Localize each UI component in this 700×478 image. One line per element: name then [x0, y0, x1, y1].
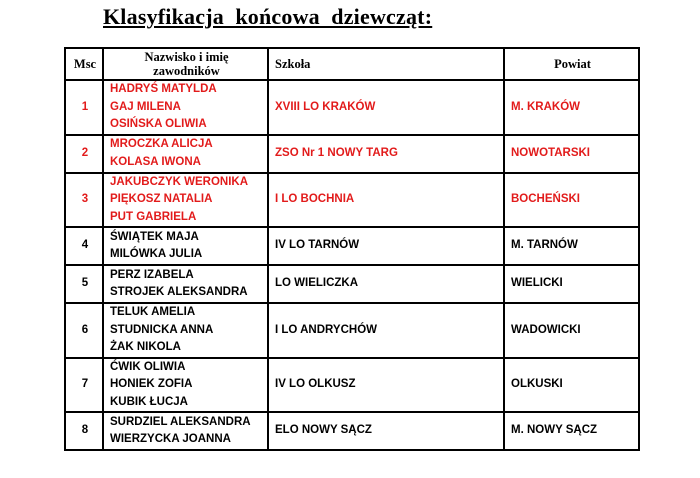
competitor-name: GAJ MILENA	[110, 100, 181, 113]
competitor-name: KOLASA IWONA	[110, 155, 201, 168]
place-cell: 2	[65, 135, 103, 173]
school-cell: ZSO Nr 1 NOWY TARG	[268, 135, 504, 173]
competitors-cell	[103, 227, 268, 265]
results-body	[65, 80, 639, 450]
header-county: Powiat	[504, 48, 639, 80]
competitor-name: PIĘKOSZ NATALIA	[110, 193, 213, 205]
place-cell: 4	[65, 227, 103, 265]
place-cell: 6	[65, 303, 103, 358]
place-cell: 5	[65, 265, 103, 303]
competitor-name: MILÓWKA JULIA	[110, 248, 203, 260]
table-row	[65, 358, 639, 413]
header-names-line1: Nazwisko i imię	[144, 50, 229, 64]
competitor-name: TELUK AMELIA	[110, 306, 196, 318]
competitor-name: ŻAK NIKOLA	[110, 341, 181, 353]
competitor-name: PERZ IZABELA	[110, 268, 194, 281]
header-names	[103, 48, 268, 80]
place-cell: 8	[65, 412, 103, 450]
school-cell: IV LO OLKUSZ	[268, 358, 504, 413]
place-cell: 7	[65, 358, 103, 413]
competitor-name: STROJEK ALEKSANDRA	[110, 286, 248, 298]
page-title: Klasyfikacja końcowa dziewcząt:	[103, 4, 433, 29]
table-row	[65, 412, 639, 450]
competitors-cell	[103, 80, 268, 135]
table-row	[65, 265, 639, 303]
school-cell: IV LO TARNÓW	[268, 227, 504, 265]
place-cell: 3	[65, 173, 103, 228]
county-cell: NOWOTARSKI	[504, 135, 639, 173]
school-cell: ELO NOWY SĄCZ	[268, 412, 504, 450]
county-cell: M. TARNÓW	[504, 227, 639, 265]
table-row	[65, 173, 639, 228]
school-cell: I LO BOCHNIA	[268, 173, 504, 228]
table-row	[65, 80, 639, 135]
school-cell: I LO ANDRYCHÓW	[268, 303, 504, 358]
competitor-name: KUBIK ŁUCJA	[110, 395, 188, 408]
school-cell: XVIII LO KRAKÓW	[268, 80, 504, 135]
county-cell: WADOWICKI	[504, 303, 639, 358]
competitor-name: ĆWIK OLIWIA	[110, 360, 186, 373]
table-row	[65, 135, 639, 173]
competitors-cell	[103, 173, 268, 228]
county-cell: M. NOWY SĄCZ	[504, 412, 639, 450]
competitors-cell	[103, 265, 268, 303]
table-row	[65, 227, 639, 265]
competitors-cell	[103, 412, 268, 450]
competitor-name: HONIEK ZOFIA	[110, 378, 193, 390]
header-school: Szkoła	[268, 48, 504, 80]
school-cell: LO WIELICZKA	[268, 265, 504, 303]
competitor-name: PUT GABRIELA	[110, 210, 197, 223]
header-names-line2: zawodników	[153, 64, 220, 78]
competitor-name: STUDNICKA ANNA	[110, 323, 214, 336]
competitor-name: JAKUBCZYK WERONIKA	[110, 175, 248, 188]
header-msc: Msc	[65, 48, 103, 80]
competitor-name: WIERZYCKA JOANNA	[110, 433, 231, 445]
results-table	[64, 47, 640, 451]
competitor-name: OSIŃSKA OLIWIA	[110, 118, 207, 130]
county-cell: WIELICKI	[504, 265, 639, 303]
competitors-cell	[103, 358, 268, 413]
table-row	[65, 303, 639, 358]
competitor-name: HADRYŚ MATYLDA	[110, 83, 217, 95]
county-cell: M. KRAKÓW	[504, 80, 639, 135]
competitor-name: SURDZIEL ALEKSANDRA	[110, 415, 251, 428]
competitor-name: ŚWIĄTEK MAJA	[110, 230, 199, 243]
competitors-cell	[103, 303, 268, 358]
place-cell: 1	[65, 80, 103, 135]
header-row	[65, 48, 639, 80]
county-cell: OLKUSKI	[504, 358, 639, 413]
competitor-name: MROCZKA ALICJA	[110, 138, 213, 150]
county-cell: BOCHEŃSKI	[504, 173, 639, 228]
competitors-cell	[103, 135, 268, 173]
